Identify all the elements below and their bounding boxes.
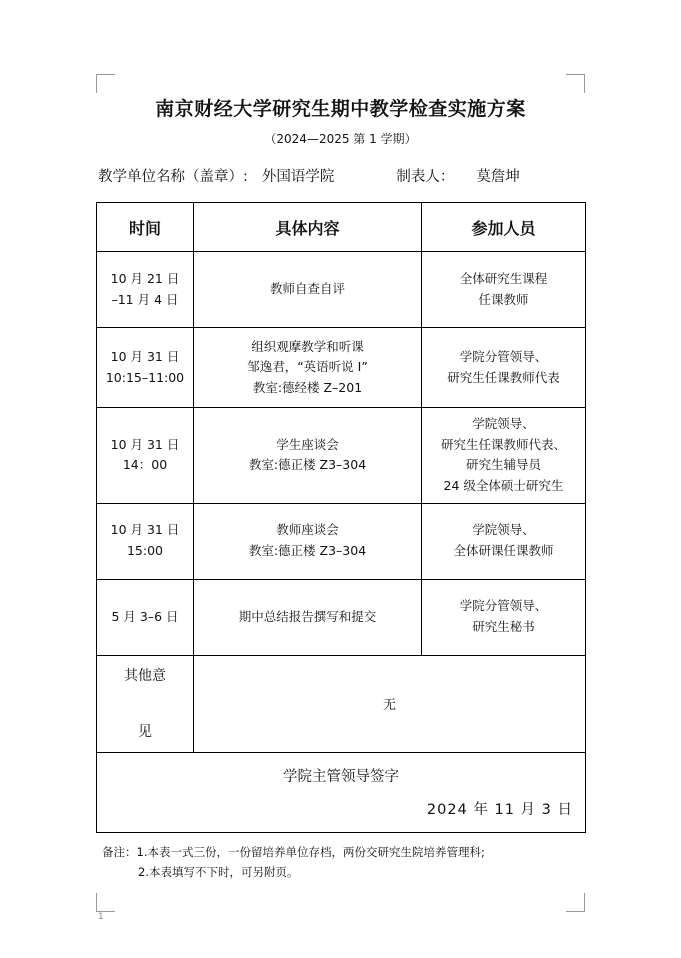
page-title: 南京财经大学研究生期中教学检查实施方案	[155, 98, 526, 120]
unit-value: 外国语学院	[261, 169, 335, 185]
header-people: 参加人员	[422, 203, 586, 252]
other-opinion-row	[97, 655, 586, 752]
cell-time: 10 月 31 日 14：00	[97, 408, 194, 504]
cell-people: 学院领导、 全体研课任课教师	[422, 503, 586, 579]
cell-people: 学院分管领导、 研究生任课教师代表	[422, 328, 586, 408]
table-row	[97, 408, 586, 504]
cell-time: 5 月 3–6 日	[97, 579, 194, 655]
meta-row	[96, 165, 585, 186]
cell-time: 10 月 31 日 15:00	[97, 503, 194, 579]
plan-table	[96, 202, 586, 833]
header-time: 时间	[97, 203, 194, 252]
signature-cell	[97, 752, 586, 832]
signature-date: 2024 年 11 月 3 日	[426, 802, 573, 818]
table-row	[97, 252, 586, 328]
note-line-1: 备注：1.本表一式三份，一份留培养单位存档，两份交研究生院培养管理科;	[102, 844, 485, 859]
crop-mark-bottom-left	[96, 893, 115, 912]
table-header-row	[97, 203, 586, 252]
cell-content: 学生座谈会 教室:德正楼 Z3–304	[194, 408, 422, 504]
cell-content: 教师座谈会 教室:德正楼 Z3–304	[194, 503, 422, 579]
cell-time: 10 月 21 日 –11 月 4 日	[97, 252, 194, 328]
table-row	[97, 579, 586, 655]
cell-people: 学院分管领导、 研究生秘书	[422, 579, 586, 655]
crop-mark-bottom-right	[566, 893, 585, 912]
document-content	[96, 78, 585, 882]
signature-row	[97, 752, 586, 832]
header-content: 具体内容	[194, 203, 422, 252]
note-line-2: 2.本表填写不下时，可另附页。	[138, 864, 299, 879]
page-subtitle: （2024—2025 第 1 学期）	[264, 132, 417, 146]
footer-page-mark: 1	[98, 912, 104, 922]
author-label: 制表人：	[396, 169, 455, 185]
other-opinion-value: 无	[194, 655, 586, 752]
table-row	[97, 503, 586, 579]
other-opinion-label: 其他意 见	[97, 655, 194, 752]
cell-time: 10 月 31 日 10:15–11:00	[97, 328, 194, 408]
author-value: 莫詹坤	[476, 169, 520, 185]
cell-people: 学院领导、 研究生任课教师代表、 研究生辅导员 24 级全体硕士研究生	[422, 408, 586, 504]
cell-content: 教师自查自评	[194, 252, 422, 328]
cell-content: 期中总结报告撰写和提交	[194, 579, 422, 655]
cell-content: 组织观摩教学和听课 邹逸君，“英语听说 I” 教室:德经楼 Z–201	[194, 328, 422, 408]
cell-people: 全体研究生课程 任课教师	[422, 252, 586, 328]
table-row	[97, 328, 586, 408]
unit-label: 教学单位名称（盖章）:	[98, 169, 248, 185]
notes	[96, 842, 585, 882]
signature-label: 学院主管领导签字	[283, 769, 399, 785]
